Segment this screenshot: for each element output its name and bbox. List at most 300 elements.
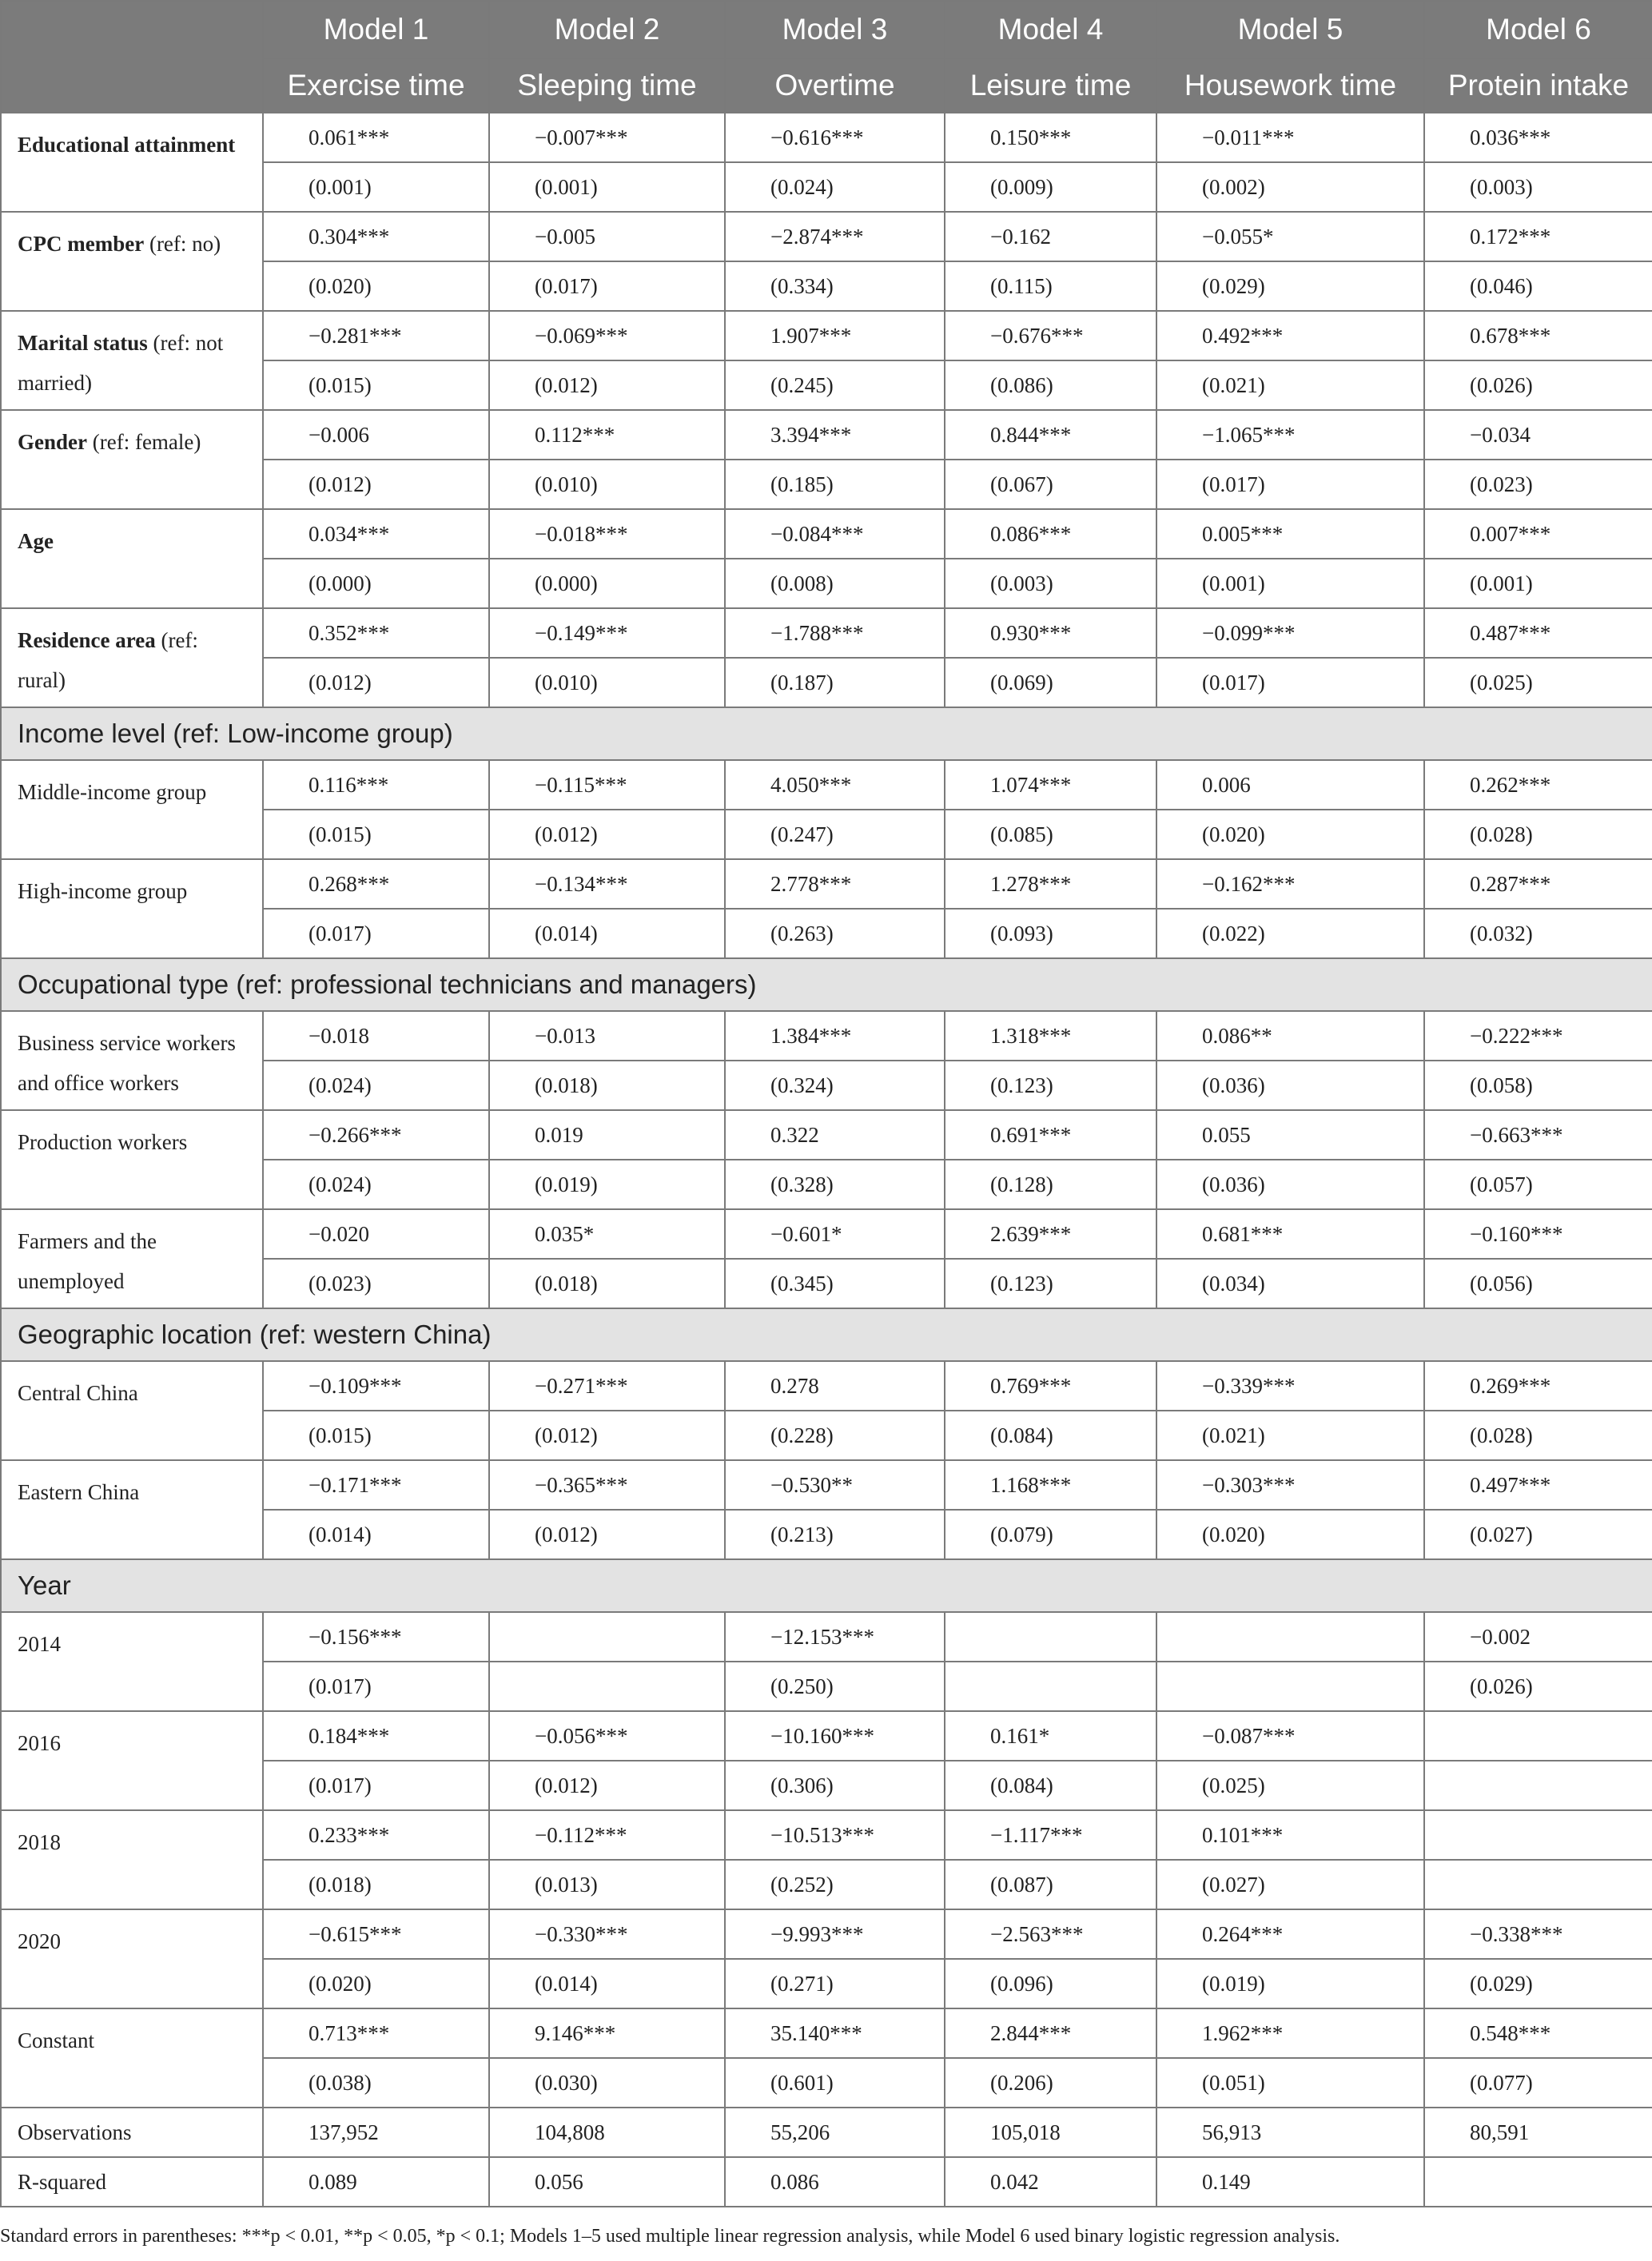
coefficient-row	[1, 1209, 1652, 1259]
standard-error-cell	[725, 261, 945, 311]
coefficient-value: 1.168***	[990, 1472, 1072, 1497]
standard-error-value: (0.250)	[770, 1674, 834, 1698]
standard-error-cell	[263, 1959, 489, 2008]
coefficient-cell	[489, 1810, 725, 1860]
coefficient-value: −0.109***	[309, 1373, 402, 1398]
coefficient-row	[1, 859, 1652, 909]
standard-error-cell	[1424, 658, 1652, 707]
coefficient-cell	[489, 608, 725, 658]
coefficient-cell	[1424, 311, 1652, 360]
coefficient-value: −0.112***	[535, 1822, 627, 1847]
standard-error-cell	[489, 1860, 725, 1909]
standard-error-value: (0.018)	[535, 1271, 598, 1296]
coefficient-row	[1, 1110, 1652, 1160]
standard-error-cell	[263, 261, 489, 311]
standard-error-value: (0.008)	[770, 571, 834, 595]
coefficient-cell	[945, 113, 1156, 162]
standard-error-cell	[1156, 559, 1424, 608]
coefficient-row	[1, 113, 1652, 162]
coefficient-value: −0.266***	[309, 1122, 402, 1147]
variable-reference: (ref: no)	[144, 232, 221, 256]
standard-error-cell	[1424, 460, 1652, 509]
section-label: Geographic location (ref: western China)	[1, 1308, 1652, 1361]
standard-error-cell	[263, 2058, 489, 2108]
coefficient-value: 0.322	[770, 1122, 819, 1147]
coefficient-value: 0.034***	[309, 521, 390, 546]
variable-label	[1, 212, 263, 311]
standard-error-value: (0.021)	[1202, 1423, 1265, 1447]
coefficient-value: −0.011***	[1202, 125, 1295, 149]
variable-label	[1, 1909, 263, 2008]
coefficient-cell	[263, 311, 489, 360]
standard-error-value: (0.028)	[1470, 1423, 1533, 1447]
coefficient-value: −0.222***	[1470, 1023, 1563, 1048]
standard-error-value: (0.014)	[309, 1522, 372, 1546]
coefficient-cell	[725, 410, 945, 460]
coefficient-value: −0.055*	[1202, 224, 1274, 249]
standard-error-cell	[263, 162, 489, 212]
coefficient-cell	[263, 1209, 489, 1259]
coefficient-value: 0.005***	[1202, 521, 1284, 546]
outcome-header: Protein intake	[1424, 58, 1652, 113]
coefficient-value: −0.303***	[1202, 1472, 1296, 1497]
coefficient-cell	[1424, 1011, 1652, 1061]
standard-error-cell	[1424, 1061, 1652, 1110]
variable-reference: Middle-income group	[18, 780, 207, 804]
variable-reference: 2016	[18, 1731, 61, 1755]
summary-cell	[1156, 2108, 1424, 2157]
standard-error-value: (0.012)	[535, 1522, 598, 1546]
variable-label	[1, 1361, 263, 1460]
summary-row	[1, 2157, 1652, 2207]
standard-error-cell	[1156, 1959, 1424, 2008]
variable-label	[1, 410, 263, 509]
outcome-header: Exercise time	[263, 58, 489, 113]
coefficient-cell	[1424, 212, 1652, 261]
coefficient-cell	[489, 509, 725, 559]
standard-error-cell	[489, 261, 725, 311]
standard-error-value: (0.123)	[990, 1271, 1053, 1296]
standard-error-value: (0.077)	[1470, 2070, 1533, 2095]
standard-error-cell	[725, 360, 945, 410]
standard-error-cell	[1424, 909, 1652, 958]
coefficient-value: −0.002	[1470, 1624, 1531, 1649]
standard-error-value: (0.017)	[535, 273, 598, 298]
standard-error-cell	[1424, 2058, 1652, 2108]
coefficient-cell	[1156, 1209, 1424, 1259]
standard-error-cell	[489, 658, 725, 707]
standard-error-value: (0.017)	[1202, 472, 1265, 496]
coefficient-cell	[945, 608, 1156, 658]
standard-error-cell	[1424, 810, 1652, 859]
standard-error-value: (0.025)	[1470, 670, 1533, 695]
coefficient-value: −0.020	[309, 1221, 369, 1246]
coefficient-value: −0.018***	[535, 521, 628, 546]
coefficient-cell	[945, 2008, 1156, 2058]
table-footnote: Standard errors in parentheses: ***p < 0.01, **p < 0.05, *p < 0.1; Models 1–5 used multiple linear regression analysis, while Model 6 used binary logistic regression analysis.	[0, 2226, 1340, 2247]
coefficient-value: −0.134***	[535, 871, 628, 896]
coefficient-row	[1, 1460, 1652, 1510]
coefficient-cell	[1424, 608, 1652, 658]
standard-error-value: (0.021)	[1202, 372, 1265, 397]
coefficient-cell	[725, 2008, 945, 2058]
standard-error-value: (0.012)	[535, 372, 598, 397]
standard-error-cell	[1424, 360, 1652, 410]
model-header: Model 2	[489, 1, 725, 58]
standard-error-value: (0.027)	[1202, 1872, 1265, 1897]
coefficient-value: −0.339***	[1202, 1373, 1296, 1398]
standard-error-value: (0.014)	[535, 921, 598, 945]
coefficient-cell	[725, 1361, 945, 1411]
header-corner	[1, 1, 263, 113]
standard-error-cell	[1156, 460, 1424, 509]
coefficient-cell	[263, 113, 489, 162]
coefficient-cell	[1156, 859, 1424, 909]
coefficient-cell	[489, 1711, 725, 1761]
standard-error-cell	[1424, 1411, 1652, 1460]
standard-error-cell	[725, 162, 945, 212]
standard-error-value: (0.115)	[990, 273, 1053, 298]
coefficient-cell	[725, 1810, 945, 1860]
standard-error-cell	[945, 1510, 1156, 1559]
standard-error-cell	[945, 1061, 1156, 1110]
coefficient-cell	[945, 1209, 1156, 1259]
coefficient-value: −0.013	[535, 1023, 595, 1048]
coefficient-value: −0.530**	[770, 1472, 853, 1497]
variable-reference: 2014	[18, 1632, 61, 1656]
coefficient-cell	[263, 2008, 489, 2058]
standard-error-value: (0.000)	[535, 571, 598, 595]
coefficient-cell	[945, 410, 1156, 460]
coefficient-value: −0.006	[309, 422, 369, 447]
coefficient-value: 9.146***	[535, 2020, 616, 2045]
coefficient-value: 0.019	[535, 1122, 583, 1147]
standard-error-value: (0.015)	[309, 822, 372, 846]
standard-error-cell	[1424, 1510, 1652, 1559]
standard-error-value: (0.096)	[990, 1971, 1053, 1996]
model-header: Model 3	[725, 1, 945, 58]
coefficient-value: −0.084***	[770, 521, 864, 546]
coefficient-cell	[1156, 760, 1424, 810]
variable-reference: (ref: rural)	[18, 628, 198, 692]
coefficient-cell	[489, 1460, 725, 1510]
variable-name: Age	[18, 529, 54, 553]
model-header: Model 6	[1424, 1, 1652, 58]
coefficient-cell	[489, 410, 725, 460]
standard-error-cell	[945, 1662, 1156, 1711]
coefficient-value: −12.153***	[770, 1624, 874, 1649]
variable-name: Educational attainment	[18, 133, 236, 157]
coefficient-cell	[945, 1110, 1156, 1160]
coefficient-cell	[725, 608, 945, 658]
table-body	[1, 113, 1652, 2207]
standard-error-value: (0.017)	[309, 1674, 372, 1698]
coefficient-cell	[945, 1612, 1156, 1662]
coefficient-cell	[263, 509, 489, 559]
standard-error-cell	[1156, 1662, 1424, 1711]
coefficient-cell	[263, 1711, 489, 1761]
coefficient-value: 0.268***	[309, 871, 390, 896]
coefficient-cell	[489, 1011, 725, 1061]
standard-error-value: (0.093)	[990, 921, 1053, 945]
coefficient-value: 0.497***	[1470, 1472, 1551, 1497]
standard-error-cell	[263, 1662, 489, 1711]
coefficient-value: 0.352***	[309, 620, 390, 645]
standard-error-cell	[1424, 1160, 1652, 1209]
standard-error-cell	[1156, 1259, 1424, 1308]
standard-error-value: (0.328)	[770, 1172, 834, 1196]
coefficient-row	[1, 311, 1652, 360]
coefficient-cell	[263, 1909, 489, 1959]
variable-reference: Business service workers and office workers	[18, 1031, 236, 1095]
standard-error-value: (0.069)	[990, 670, 1053, 695]
coefficient-cell	[1156, 212, 1424, 261]
standard-error-value: (0.019)	[1202, 1971, 1265, 1996]
standard-error-value: (0.206)	[990, 2070, 1053, 2095]
standard-error-value: (0.012)	[535, 1423, 598, 1447]
standard-error-cell	[263, 1411, 489, 1460]
model-header: Model 5	[1156, 1, 1424, 58]
standard-error-cell	[725, 1259, 945, 1308]
coefficient-cell	[725, 311, 945, 360]
variable-reference: (ref: female)	[87, 430, 201, 454]
standard-error-cell	[263, 658, 489, 707]
variable-reference: High-income group	[18, 879, 188, 903]
coefficient-row	[1, 2008, 1652, 2058]
coefficient-cell	[1156, 1810, 1424, 1860]
summary-cell	[263, 2108, 489, 2157]
standard-error-value: (0.013)	[535, 1872, 598, 1897]
variable-name: Residence area	[18, 628, 156, 652]
coefficient-value: 1.278***	[990, 871, 1072, 896]
coefficient-value: 0.007***	[1470, 521, 1551, 546]
standard-error-value: (0.022)	[1202, 921, 1265, 945]
standard-error-value: (0.324)	[770, 1073, 834, 1097]
coefficient-value: −0.171***	[309, 1472, 402, 1497]
coefficient-value: −0.160***	[1470, 1221, 1563, 1246]
coefficient-value: 0.691***	[990, 1122, 1072, 1147]
standard-error-value: (0.023)	[309, 1271, 372, 1296]
standard-error-cell	[489, 460, 725, 509]
summary-cell	[489, 2108, 725, 2157]
coefficient-cell	[725, 212, 945, 261]
standard-error-cell	[945, 1259, 1156, 1308]
coefficient-cell	[945, 1810, 1156, 1860]
variable-label	[1, 113, 263, 212]
coefficient-cell	[1424, 410, 1652, 460]
variable-label	[1, 1612, 263, 1711]
coefficient-value: −1.065***	[1202, 422, 1296, 447]
coefficient-value: 0.150***	[990, 125, 1072, 149]
section-header-row	[1, 1308, 1652, 1361]
coefficient-cell	[1424, 1110, 1652, 1160]
coefficient-cell	[1424, 1612, 1652, 1662]
standard-error-cell	[1156, 1860, 1424, 1909]
variable-label	[1, 1110, 263, 1209]
coefficient-value: −1.117***	[990, 1822, 1083, 1847]
coefficient-value: 0.006	[1202, 772, 1251, 797]
coefficient-value: 0.184***	[309, 1723, 390, 1748]
coefficient-value: 0.487***	[1470, 620, 1551, 645]
coefficient-value: 0.681***	[1202, 1221, 1284, 1246]
coefficient-value: 0.264***	[1202, 1921, 1284, 1946]
coefficient-cell	[489, 1110, 725, 1160]
variable-reference: (ref: not married)	[18, 331, 224, 395]
coefficient-cell	[489, 1361, 725, 1411]
coefficient-value: −0.162***	[1202, 871, 1296, 896]
standard-error-value: (0.085)	[990, 822, 1053, 846]
coefficient-value: 0.304***	[309, 224, 390, 249]
coefficient-cell	[1424, 1209, 1652, 1259]
standard-error-cell	[489, 1061, 725, 1110]
coefficient-value: −10.160***	[770, 1723, 874, 1748]
coefficient-cell	[1156, 1612, 1424, 1662]
coefficient-cell	[945, 212, 1156, 261]
coefficient-cell	[725, 113, 945, 162]
coefficient-value: −0.162	[990, 224, 1051, 249]
standard-error-value: (0.601)	[770, 2070, 834, 2095]
coefficient-value: −0.338***	[1470, 1921, 1563, 1946]
standard-error-cell	[725, 1411, 945, 1460]
coefficient-row	[1, 212, 1652, 261]
coefficient-cell	[1156, 1110, 1424, 1160]
coefficient-value: 0.086***	[990, 521, 1072, 546]
standard-error-cell	[489, 1259, 725, 1308]
coefficient-cell	[489, 2008, 725, 2058]
summary-value: 0.086	[770, 2169, 819, 2194]
standard-error-cell	[263, 810, 489, 859]
standard-error-value: (0.003)	[990, 571, 1053, 595]
standard-error-cell	[1156, 261, 1424, 311]
coefficient-value: 0.035*	[535, 1221, 595, 1246]
coefficient-cell	[725, 859, 945, 909]
standard-error-value: (0.128)	[990, 1172, 1053, 1196]
coefficient-value: 0.713***	[309, 2020, 390, 2045]
coefficient-cell	[1156, 410, 1424, 460]
standard-error-value: (0.345)	[770, 1271, 834, 1296]
standard-error-value: (0.032)	[1470, 921, 1533, 945]
standard-error-cell	[1424, 1959, 1652, 2008]
section-header-row	[1, 707, 1652, 760]
coefficient-value: 0.844***	[990, 422, 1072, 447]
coefficient-value: −2.874***	[770, 224, 864, 249]
coefficient-cell	[1156, 1711, 1424, 1761]
coefficient-value: 0.769***	[990, 1373, 1072, 1398]
standard-error-cell	[725, 658, 945, 707]
coefficient-value: 1.907***	[770, 323, 852, 348]
coefficient-cell	[1424, 1460, 1652, 1510]
coefficient-row	[1, 760, 1652, 810]
summary-value: 0.056	[535, 2169, 583, 2194]
coefficient-cell	[945, 311, 1156, 360]
standard-error-value: (0.228)	[770, 1423, 834, 1447]
coefficient-cell	[489, 1909, 725, 1959]
standard-error-cell	[489, 1510, 725, 1559]
standard-error-value: (0.057)	[1470, 1172, 1533, 1196]
coefficient-row	[1, 1909, 1652, 1959]
coefficient-cell	[945, 1361, 1156, 1411]
standard-error-value: (0.020)	[309, 1971, 372, 1996]
standard-error-cell	[725, 1061, 945, 1110]
standard-error-cell	[1156, 1061, 1424, 1110]
summary-cell	[489, 2157, 725, 2207]
coefficient-value: −0.087***	[1202, 1723, 1296, 1748]
outcome-header: Leisure time	[945, 58, 1156, 113]
summary-value: 105,018	[990, 2120, 1061, 2144]
coefficient-cell	[489, 1209, 725, 1259]
coefficient-cell	[263, 859, 489, 909]
standard-error-value: (0.019)	[535, 1172, 598, 1196]
coefficient-value: −0.601*	[770, 1221, 842, 1246]
standard-error-value: (0.020)	[1202, 822, 1265, 846]
coefficient-cell	[725, 1909, 945, 1959]
coefficient-value: 1.962***	[1202, 2020, 1284, 2045]
summary-value: 0.042	[990, 2169, 1039, 2194]
standard-error-cell	[489, 1761, 725, 1810]
coefficient-cell	[945, 509, 1156, 559]
coefficient-cell	[1156, 509, 1424, 559]
coefficient-value: 2.639***	[990, 1221, 1072, 1246]
coefficient-cell	[489, 212, 725, 261]
coefficient-value: −0.007***	[535, 125, 628, 149]
standard-error-cell	[725, 1959, 945, 2008]
coefficient-cell	[1156, 311, 1424, 360]
standard-error-value: (0.026)	[1470, 372, 1533, 397]
standard-error-cell	[489, 360, 725, 410]
row-label: R-squared	[1, 2157, 263, 2207]
coefficient-cell	[1424, 1909, 1652, 1959]
summary-cell	[945, 2108, 1156, 2157]
standard-error-cell	[1156, 360, 1424, 410]
standard-error-value: (0.010)	[535, 670, 598, 695]
coefficient-cell	[1156, 1361, 1424, 1411]
variable-reference: Eastern China	[18, 1480, 140, 1504]
standard-error-cell	[489, 810, 725, 859]
standard-error-value: (0.012)	[535, 822, 598, 846]
coefficient-value: 0.161*	[990, 1723, 1050, 1748]
summary-value: 0.089	[309, 2169, 357, 2194]
coefficient-cell	[263, 1612, 489, 1662]
standard-error-value: (0.123)	[990, 1073, 1053, 1097]
coefficient-cell	[725, 1612, 945, 1662]
standard-error-cell	[945, 1959, 1156, 2008]
coefficient-value: −0.034	[1470, 422, 1531, 447]
standard-error-value: (0.015)	[309, 372, 372, 397]
coefficient-value: 0.233***	[309, 1822, 390, 1847]
standard-error-cell	[1424, 1259, 1652, 1308]
standard-error-cell	[263, 1259, 489, 1308]
summary-cell	[1424, 2157, 1652, 2207]
standard-error-value: (0.036)	[1202, 1073, 1265, 1097]
standard-error-cell	[725, 909, 945, 958]
standard-error-cell	[725, 559, 945, 608]
standard-error-value: (0.025)	[1202, 1773, 1265, 1797]
standard-error-cell	[1424, 1662, 1652, 1711]
standard-error-value: (0.024)	[770, 174, 834, 199]
standard-error-value: (0.086)	[990, 372, 1053, 397]
summary-value: 80,591	[1470, 2120, 1530, 2144]
standard-error-cell	[263, 559, 489, 608]
standard-error-cell	[1156, 810, 1424, 859]
standard-error-value: (0.029)	[1202, 273, 1265, 298]
outcome-header: Sleeping time	[489, 58, 725, 113]
standard-error-value: (0.002)	[1202, 174, 1265, 199]
standard-error-value: (0.003)	[1470, 174, 1533, 199]
standard-error-cell	[1424, 1860, 1652, 1909]
standard-error-value: (0.271)	[770, 1971, 834, 1996]
coefficient-row	[1, 1361, 1652, 1411]
section-header-row	[1, 1559, 1652, 1612]
